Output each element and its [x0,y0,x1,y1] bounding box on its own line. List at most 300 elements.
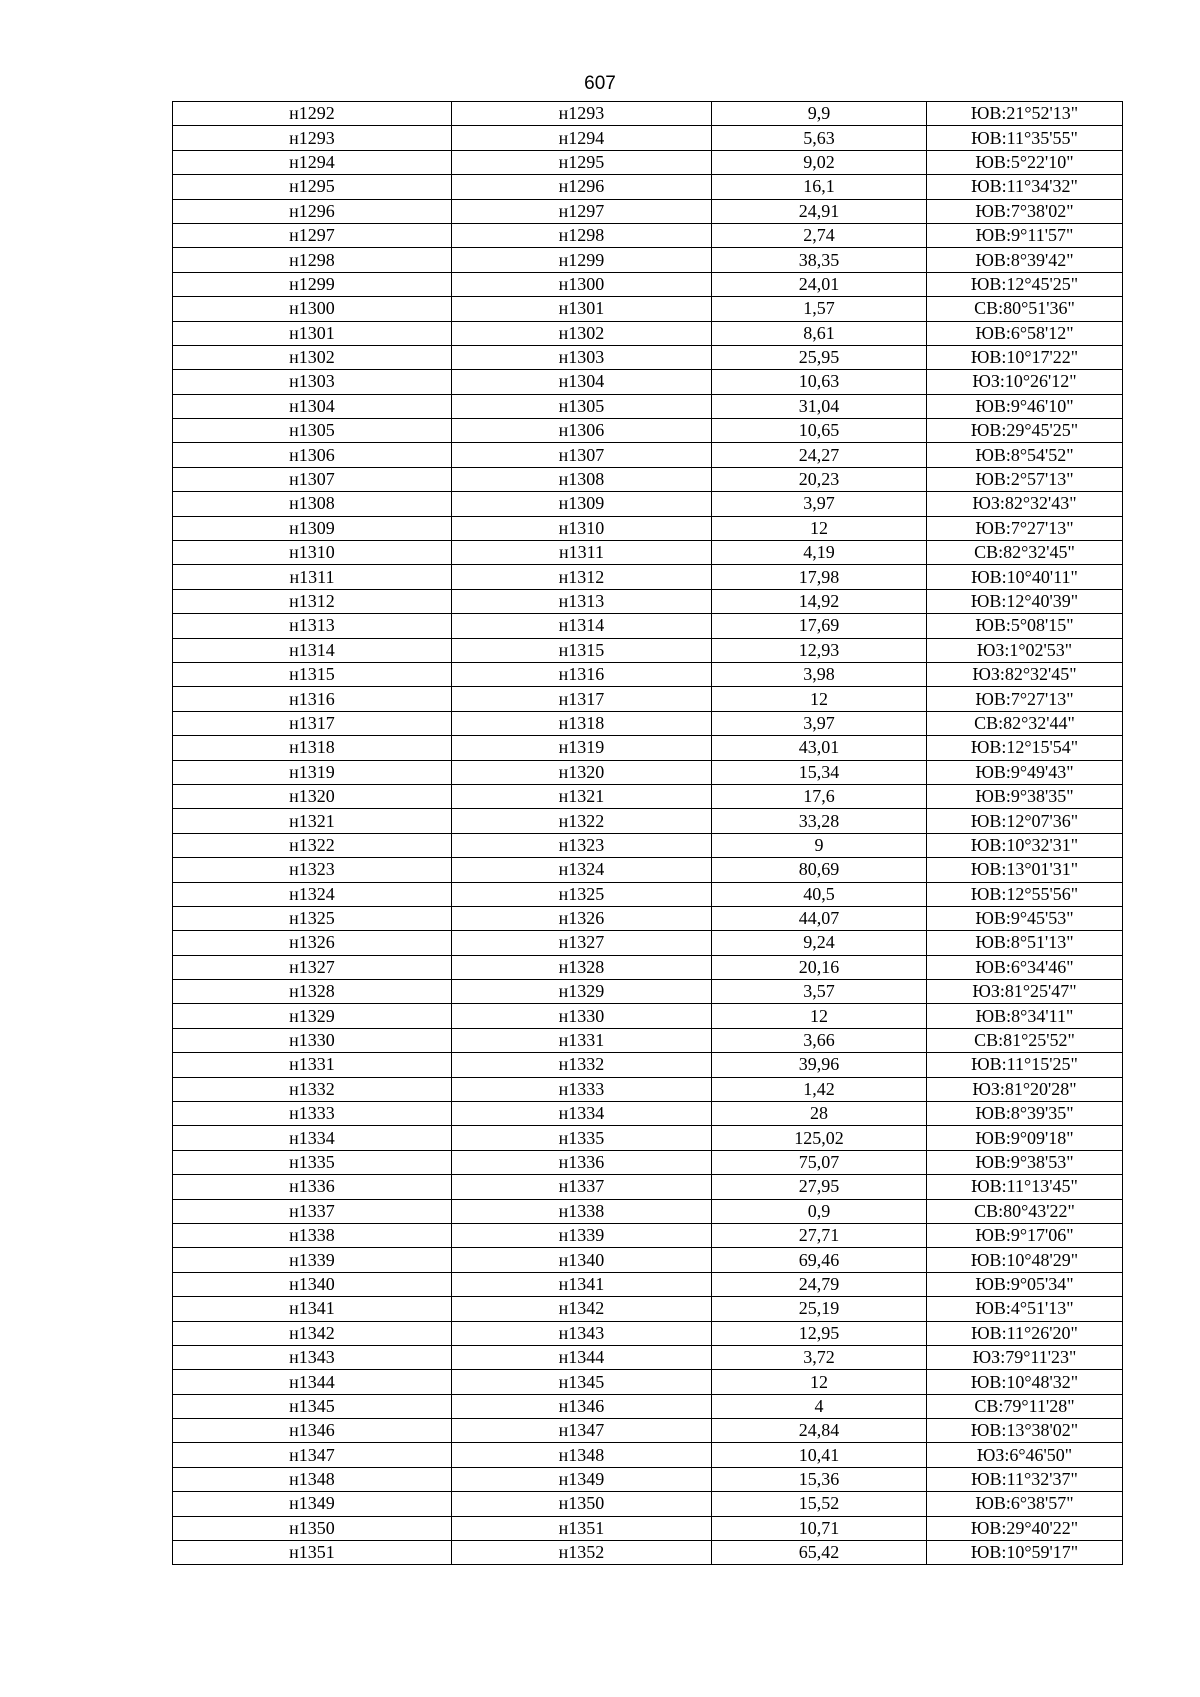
table-row [173,931,1123,955]
table-row [173,1028,1123,1052]
bearing-cell: ЮВ:10°40'11" [927,565,1123,589]
table-row [173,1126,1123,1150]
to-point-cell: н1308 [452,467,712,491]
bearing-cell: ЮВ:12°07'36" [927,809,1123,833]
from-point-cell: н1320 [173,784,452,808]
bearing-cell: ЮВ:2°57'13" [927,467,1123,491]
to-point-cell: н1301 [452,297,712,321]
to-point-cell: н1293 [452,102,712,126]
bearing-cell: ЮВ:9°11'57" [927,223,1123,247]
to-point-cell: н1335 [452,1126,712,1150]
bearing-cell: ЮВ:8°34'11" [927,1004,1123,1028]
distance-cell: 10,41 [712,1443,927,1467]
distance-cell: 12 [712,1004,927,1028]
to-point-cell: н1324 [452,858,712,882]
bearing-cell: ЮВ:9°45'53" [927,906,1123,930]
to-point-cell: н1314 [452,614,712,638]
table-row [173,1419,1123,1443]
to-point-cell: н1317 [452,687,712,711]
table-row [173,443,1123,467]
distance-cell: 38,35 [712,248,927,272]
from-point-cell: н1317 [173,711,452,735]
from-point-cell: н1350 [173,1516,452,1540]
table-row [173,760,1123,784]
distance-cell: 25,95 [712,345,927,369]
table-row [173,565,1123,589]
table-row [173,248,1123,272]
distance-cell: 10,65 [712,419,927,443]
bearing-cell: ЮВ:9°46'10" [927,394,1123,418]
table-row [173,223,1123,247]
table-row [173,1394,1123,1418]
table-row [173,199,1123,223]
distance-cell: 10,63 [712,370,927,394]
distance-cell: 65,42 [712,1541,927,1565]
from-point-cell: н1343 [173,1345,452,1369]
from-point-cell: н1329 [173,1004,452,1028]
distance-cell: 24,01 [712,272,927,296]
from-point-cell: н1319 [173,760,452,784]
table-row [173,1297,1123,1321]
to-point-cell: н1330 [452,1004,712,1028]
distance-cell: 3,72 [712,1345,927,1369]
to-point-cell: н1344 [452,1345,712,1369]
to-point-cell: н1306 [452,419,712,443]
distance-cell: 12 [712,687,927,711]
bearing-cell: ЮВ:13°38'02" [927,1419,1123,1443]
bearing-cell: ЮЗ:6°46'50" [927,1443,1123,1467]
table-row [173,1077,1123,1101]
distance-cell: 3,97 [712,492,927,516]
bearing-cell: ЮВ:12°45'25" [927,272,1123,296]
distance-cell: 15,52 [712,1492,927,1516]
bearing-cell: СВ:82°32'44" [927,711,1123,735]
table-row [173,1199,1123,1223]
from-point-cell: н1349 [173,1492,452,1516]
bearing-cell: ЮВ:11°13'45" [927,1175,1123,1199]
table-row [173,1102,1123,1126]
to-point-cell: н1325 [452,882,712,906]
bearing-cell: ЮВ:11°35'55" [927,126,1123,150]
table-row [173,1175,1123,1199]
bearing-cell: ЮВ:12°55'56" [927,882,1123,906]
to-point-cell: н1341 [452,1272,712,1296]
survey-table-body [173,102,1123,1565]
bearing-cell: ЮЗ:10°26'12" [927,370,1123,394]
table-row [173,980,1123,1004]
bearing-cell: ЮВ:10°17'22" [927,345,1123,369]
to-point-cell: н1339 [452,1223,712,1247]
to-point-cell: н1331 [452,1028,712,1052]
distance-cell: 1,57 [712,297,927,321]
survey-table [172,101,1123,1565]
to-point-cell: н1327 [452,931,712,955]
from-point-cell: н1341 [173,1297,452,1321]
table-row [173,1541,1123,1565]
from-point-cell: н1347 [173,1443,452,1467]
bearing-cell: СВ:82°32'45" [927,541,1123,565]
distance-cell: 24,79 [712,1272,927,1296]
table-row [173,1053,1123,1077]
bearing-cell: ЮВ:4°51'13" [927,1297,1123,1321]
bearing-cell: ЮЗ:1°02'53" [927,638,1123,662]
table-row [173,589,1123,613]
bearing-cell: ЮЗ:82°32'43" [927,492,1123,516]
to-point-cell: н1345 [452,1370,712,1394]
to-point-cell: н1343 [452,1321,712,1345]
table-row [173,1248,1123,1272]
to-point-cell: н1337 [452,1175,712,1199]
to-point-cell: н1316 [452,662,712,686]
table-row [173,321,1123,345]
distance-cell: 17,98 [712,565,927,589]
from-point-cell: н1314 [173,638,452,662]
table-row [173,858,1123,882]
bearing-cell: ЮВ:11°34'32" [927,175,1123,199]
bearing-cell: ЮЗ:82°32'45" [927,662,1123,686]
bearing-cell: ЮВ:8°39'42" [927,248,1123,272]
bearing-cell: ЮВ:12°40'39" [927,589,1123,613]
table-row [173,175,1123,199]
table-row [173,126,1123,150]
from-point-cell: н1309 [173,516,452,540]
to-point-cell: н1338 [452,1199,712,1223]
from-point-cell: н1305 [173,419,452,443]
bearing-cell: СВ:81°25'52" [927,1028,1123,1052]
table-row [173,711,1123,735]
bearing-cell: ЮВ:6°58'12" [927,321,1123,345]
from-point-cell: н1340 [173,1272,452,1296]
bearing-cell: ЮВ:7°38'02" [927,199,1123,223]
to-point-cell: н1333 [452,1077,712,1101]
distance-cell: 17,6 [712,784,927,808]
bearing-cell: ЮВ:11°15'25" [927,1053,1123,1077]
to-point-cell: н1326 [452,906,712,930]
from-point-cell: н1333 [173,1102,452,1126]
to-point-cell: н1305 [452,394,712,418]
distance-cell: 5,63 [712,126,927,150]
distance-cell: 3,57 [712,980,927,1004]
table-row [173,784,1123,808]
table-row [173,614,1123,638]
from-point-cell: н1342 [173,1321,452,1345]
table-row [173,1223,1123,1247]
bearing-cell: ЮВ:7°27'13" [927,687,1123,711]
table-row [173,370,1123,394]
distance-cell: 20,16 [712,955,927,979]
from-point-cell: н1304 [173,394,452,418]
from-point-cell: н1338 [173,1223,452,1247]
bearing-cell: ЮВ:5°22'10" [927,150,1123,174]
table-row [173,809,1123,833]
from-point-cell: н1303 [173,370,452,394]
from-point-cell: н1321 [173,809,452,833]
from-point-cell: н1299 [173,272,452,296]
to-point-cell: н1346 [452,1394,712,1418]
to-point-cell: н1352 [452,1541,712,1565]
distance-cell: 12,95 [712,1321,927,1345]
distance-cell: 9 [712,833,927,857]
from-point-cell: н1292 [173,102,452,126]
from-point-cell: н1294 [173,150,452,174]
table-row [173,1443,1123,1467]
table-row [173,394,1123,418]
table-row [173,492,1123,516]
distance-cell: 14,92 [712,589,927,613]
from-point-cell: н1297 [173,223,452,247]
to-point-cell: н1307 [452,443,712,467]
bearing-cell: ЮВ:9°17'06" [927,1223,1123,1247]
from-point-cell: н1312 [173,589,452,613]
distance-cell: 40,5 [712,882,927,906]
bearing-cell: ЮВ:21°52'13" [927,102,1123,126]
to-point-cell: н1323 [452,833,712,857]
table-row [173,1150,1123,1174]
bearing-cell: ЮЗ:81°20'28" [927,1077,1123,1101]
from-point-cell: н1310 [173,541,452,565]
bearing-cell: ЮВ:9°09'18" [927,1126,1123,1150]
table-row [173,882,1123,906]
to-point-cell: н1296 [452,175,712,199]
from-point-cell: н1351 [173,1541,452,1565]
to-point-cell: н1336 [452,1150,712,1174]
distance-cell: 10,71 [712,1516,927,1540]
to-point-cell: н1304 [452,370,712,394]
from-point-cell: н1300 [173,297,452,321]
from-point-cell: н1336 [173,1175,452,1199]
to-point-cell: н1315 [452,638,712,662]
to-point-cell: н1320 [452,760,712,784]
table-row [173,1467,1123,1491]
from-point-cell: н1301 [173,321,452,345]
to-point-cell: н1297 [452,199,712,223]
distance-cell: 28 [712,1102,927,1126]
bearing-cell: СВ:79°11'28" [927,1394,1123,1418]
bearing-cell: ЮВ:9°49'43" [927,760,1123,784]
from-point-cell: н1330 [173,1028,452,1052]
distance-cell: 16,1 [712,175,927,199]
to-point-cell: н1321 [452,784,712,808]
table-row [173,687,1123,711]
distance-cell: 0,9 [712,1199,927,1223]
to-point-cell: н1340 [452,1248,712,1272]
distance-cell: 75,07 [712,1150,927,1174]
from-point-cell: н1302 [173,345,452,369]
from-point-cell: н1346 [173,1419,452,1443]
bearing-cell: СВ:80°51'36" [927,297,1123,321]
distance-cell: 15,34 [712,760,927,784]
bearing-cell: ЮВ:29°45'25" [927,419,1123,443]
from-point-cell: н1313 [173,614,452,638]
distance-cell: 27,95 [712,1175,927,1199]
table-row [173,1370,1123,1394]
bearing-cell: ЮВ:5°08'15" [927,614,1123,638]
to-point-cell: н1342 [452,1297,712,1321]
table-row [173,516,1123,540]
to-point-cell: н1348 [452,1443,712,1467]
to-point-cell: н1312 [452,565,712,589]
to-point-cell: н1322 [452,809,712,833]
table-row [173,833,1123,857]
table-row [173,1345,1123,1369]
distance-cell: 24,91 [712,199,927,223]
distance-cell: 44,07 [712,906,927,930]
from-point-cell: н1324 [173,882,452,906]
bearing-cell: ЮВ:10°48'29" [927,1248,1123,1272]
distance-cell: 3,97 [712,711,927,735]
bearing-cell: ЮВ:12°15'54" [927,736,1123,760]
table-row [173,272,1123,296]
table-row [173,638,1123,662]
distance-cell: 4 [712,1394,927,1418]
from-point-cell: н1295 [173,175,452,199]
to-point-cell: н1349 [452,1467,712,1491]
from-point-cell: н1344 [173,1370,452,1394]
table-row [173,467,1123,491]
bearing-cell: ЮВ:8°39'35" [927,1102,1123,1126]
distance-cell: 8,61 [712,321,927,345]
from-point-cell: н1328 [173,980,452,1004]
to-point-cell: н1328 [452,955,712,979]
bearing-cell: ЮВ:9°38'53" [927,1150,1123,1174]
to-point-cell: н1303 [452,345,712,369]
from-point-cell: н1315 [173,662,452,686]
page-number: 607 [584,73,616,94]
bearing-cell: ЮЗ:79°11'23" [927,1345,1123,1369]
distance-cell: 1,42 [712,1077,927,1101]
distance-cell: 24,27 [712,443,927,467]
table-row [173,955,1123,979]
to-point-cell: н1350 [452,1492,712,1516]
to-point-cell: н1334 [452,1102,712,1126]
table-row [173,297,1123,321]
to-point-cell: н1310 [452,516,712,540]
from-point-cell: н1339 [173,1248,452,1272]
distance-cell: 3,66 [712,1028,927,1052]
from-point-cell: н1308 [173,492,452,516]
distance-cell: 39,96 [712,1053,927,1077]
bearing-cell: ЮВ:10°48'32" [927,1370,1123,1394]
distance-cell: 2,74 [712,223,927,247]
table-row [173,1272,1123,1296]
to-point-cell: н1309 [452,492,712,516]
bearing-cell: ЮВ:10°59'17" [927,1541,1123,1565]
table-row [173,662,1123,686]
from-point-cell: н1293 [173,126,452,150]
distance-cell: 9,24 [712,931,927,955]
distance-cell: 12 [712,1370,927,1394]
from-point-cell: н1322 [173,833,452,857]
bearing-cell: ЮВ:11°26'20" [927,1321,1123,1345]
bearing-cell: ЮВ:8°54'52" [927,443,1123,467]
distance-cell: 4,19 [712,541,927,565]
from-point-cell: н1306 [173,443,452,467]
table-row [173,419,1123,443]
bearing-cell: ЮЗ:81°25'47" [927,980,1123,1004]
table-row [173,345,1123,369]
table-row [173,906,1123,930]
distance-cell: 31,04 [712,394,927,418]
from-point-cell: н1298 [173,248,452,272]
distance-cell: 80,69 [712,858,927,882]
distance-cell: 43,01 [712,736,927,760]
distance-cell: 9,02 [712,150,927,174]
from-point-cell: н1307 [173,467,452,491]
to-point-cell: н1318 [452,711,712,735]
bearing-cell: СВ:80°43'22" [927,1199,1123,1223]
from-point-cell: н1345 [173,1394,452,1418]
bearing-cell: ЮВ:9°38'35" [927,784,1123,808]
from-point-cell: н1335 [173,1150,452,1174]
bearing-cell: ЮВ:8°51'13" [927,931,1123,955]
from-point-cell: н1337 [173,1199,452,1223]
to-point-cell: н1347 [452,1419,712,1443]
from-point-cell: н1327 [173,955,452,979]
bearing-cell: ЮВ:6°38'57" [927,1492,1123,1516]
bearing-cell: ЮВ:7°27'13" [927,516,1123,540]
to-point-cell: н1351 [452,1516,712,1540]
distance-cell: 12 [712,516,927,540]
table-row [173,102,1123,126]
distance-cell: 9,9 [712,102,927,126]
distance-cell: 33,28 [712,809,927,833]
bearing-cell: ЮВ:11°32'37" [927,1467,1123,1491]
distance-cell: 69,46 [712,1248,927,1272]
to-point-cell: н1299 [452,248,712,272]
table-row [173,541,1123,565]
from-point-cell: н1331 [173,1053,452,1077]
from-point-cell: н1296 [173,199,452,223]
distance-cell: 3,98 [712,662,927,686]
distance-cell: 25,19 [712,1297,927,1321]
from-point-cell: н1326 [173,931,452,955]
table-row [173,1492,1123,1516]
distance-cell: 27,71 [712,1223,927,1247]
to-point-cell: н1332 [452,1053,712,1077]
from-point-cell: н1311 [173,565,452,589]
to-point-cell: н1295 [452,150,712,174]
distance-cell: 125,02 [712,1126,927,1150]
table-row [173,1004,1123,1028]
from-point-cell: н1334 [173,1126,452,1150]
to-point-cell: н1300 [452,272,712,296]
to-point-cell: н1319 [452,736,712,760]
bearing-cell: ЮВ:6°34'46" [927,955,1123,979]
bearing-cell: ЮВ:29°40'22" [927,1516,1123,1540]
distance-cell: 24,84 [712,1419,927,1443]
bearing-cell: ЮВ:13°01'31" [927,858,1123,882]
from-point-cell: н1318 [173,736,452,760]
to-point-cell: н1329 [452,980,712,1004]
to-point-cell: н1311 [452,541,712,565]
bearing-cell: ЮВ:10°32'31" [927,833,1123,857]
table-row [173,1516,1123,1540]
from-point-cell: н1323 [173,858,452,882]
distance-cell: 12,93 [712,638,927,662]
distance-cell: 17,69 [712,614,927,638]
table-row [173,736,1123,760]
table-row [173,150,1123,174]
from-point-cell: н1316 [173,687,452,711]
table-row [173,1321,1123,1345]
from-point-cell: н1325 [173,906,452,930]
bearing-cell: ЮВ:9°05'34" [927,1272,1123,1296]
distance-cell: 15,36 [712,1467,927,1491]
to-point-cell: н1298 [452,223,712,247]
to-point-cell: н1313 [452,589,712,613]
from-point-cell: н1332 [173,1077,452,1101]
to-point-cell: н1302 [452,321,712,345]
